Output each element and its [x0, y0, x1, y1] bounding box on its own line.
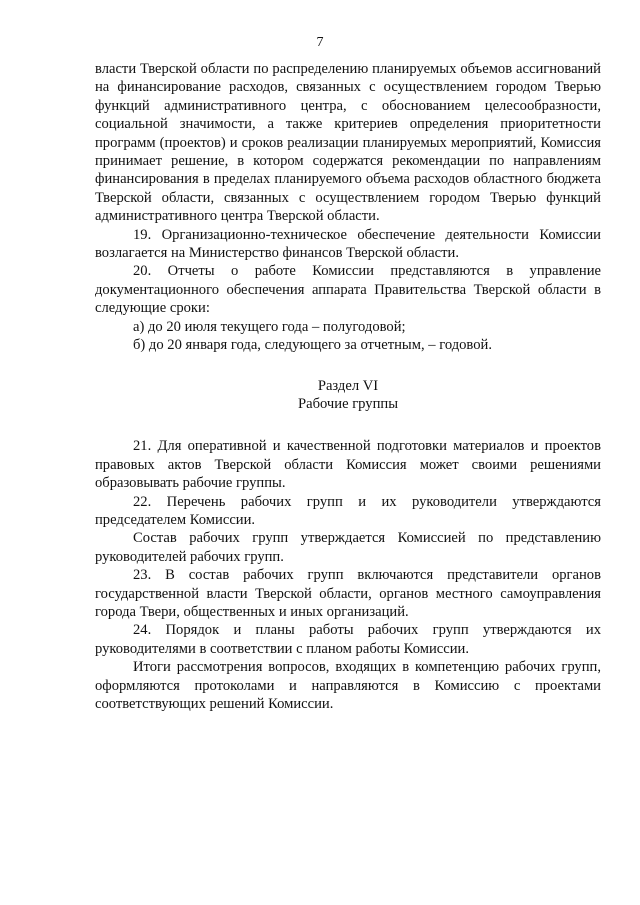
- paragraph-item-19: 19. Организационно-техническое обеспечение деятельности Комиссии возлагается на Министерство финансов Тверской области.: [95, 226, 601, 262]
- paragraph-results: Итоги рассмотрения вопросов, входящих в компетенцию рабочих групп, оформляются протоколами и направляются в Комиссию с проектами соответствующих решений Комиссии.: [95, 659, 601, 712]
- paragraph-item-21: 21. Для оперативной и качественной подготовки материалов и проектов правовых актов Тверской области Комиссия может своими решениями образовывать рабочие группы.: [95, 438, 601, 492]
- paragraph-subitem-a: а) до 20 июля текущего года – полугодовой;: [133, 318, 406, 335]
- paragraph-composition: Состав рабочих групп утверждается Комиссией по представлению руководителей рабочих групп.: [95, 530, 601, 565]
- paragraph-continuation: власти Тверской области по распределению планируемых объемов ассигнований на финансирование расходов, связанных с осуществлением городом Тверью функций административного центра, с обоснованием целесообразности, социальной значимости, а также критериев определения приоритетности программ (проектов) и сроков реализации планируемых мероприятий, Комиссия принимает решение, в котором содержатся рекомендации по направлениям финансирования в пределах планируемого объема расходов областного бюджета Тверской области, связанных с осуществлением городом Тверью функций административного центра Тверской области.: [95, 61, 601, 225]
- paragraph-item-24: 24. Порядок и планы работы рабочих групп утверждаются их руководителями в соответствии с планом работы Комиссии.: [95, 622, 601, 657]
- document-body: [95, 60, 601, 713]
- page-number: 7: [316, 35, 324, 50]
- section-title: Рабочие группы: [297, 395, 399, 412]
- paragraph-item-20: 20. Отчеты о работе Комиссии представляются в управление документационного обеспечения аппарата Правительства Тверской области в следующие сроки:: [95, 263, 601, 317]
- paragraph-item-22: 22. Перечень рабочих групп и их руководители утверждаются председателем Комиссии.: [95, 493, 601, 528]
- paragraph-item-23: 23. В состав рабочих групп включаются представители органов государственной власти Тверской области, органов местного самоуправления города Твери, общественных и иных организаций.: [95, 567, 601, 620]
- section-heading: Раздел VI: [317, 377, 379, 394]
- paragraph-subitem-b: б) до 20 января года, следующего за отчетным, – годовой.: [133, 337, 492, 354]
